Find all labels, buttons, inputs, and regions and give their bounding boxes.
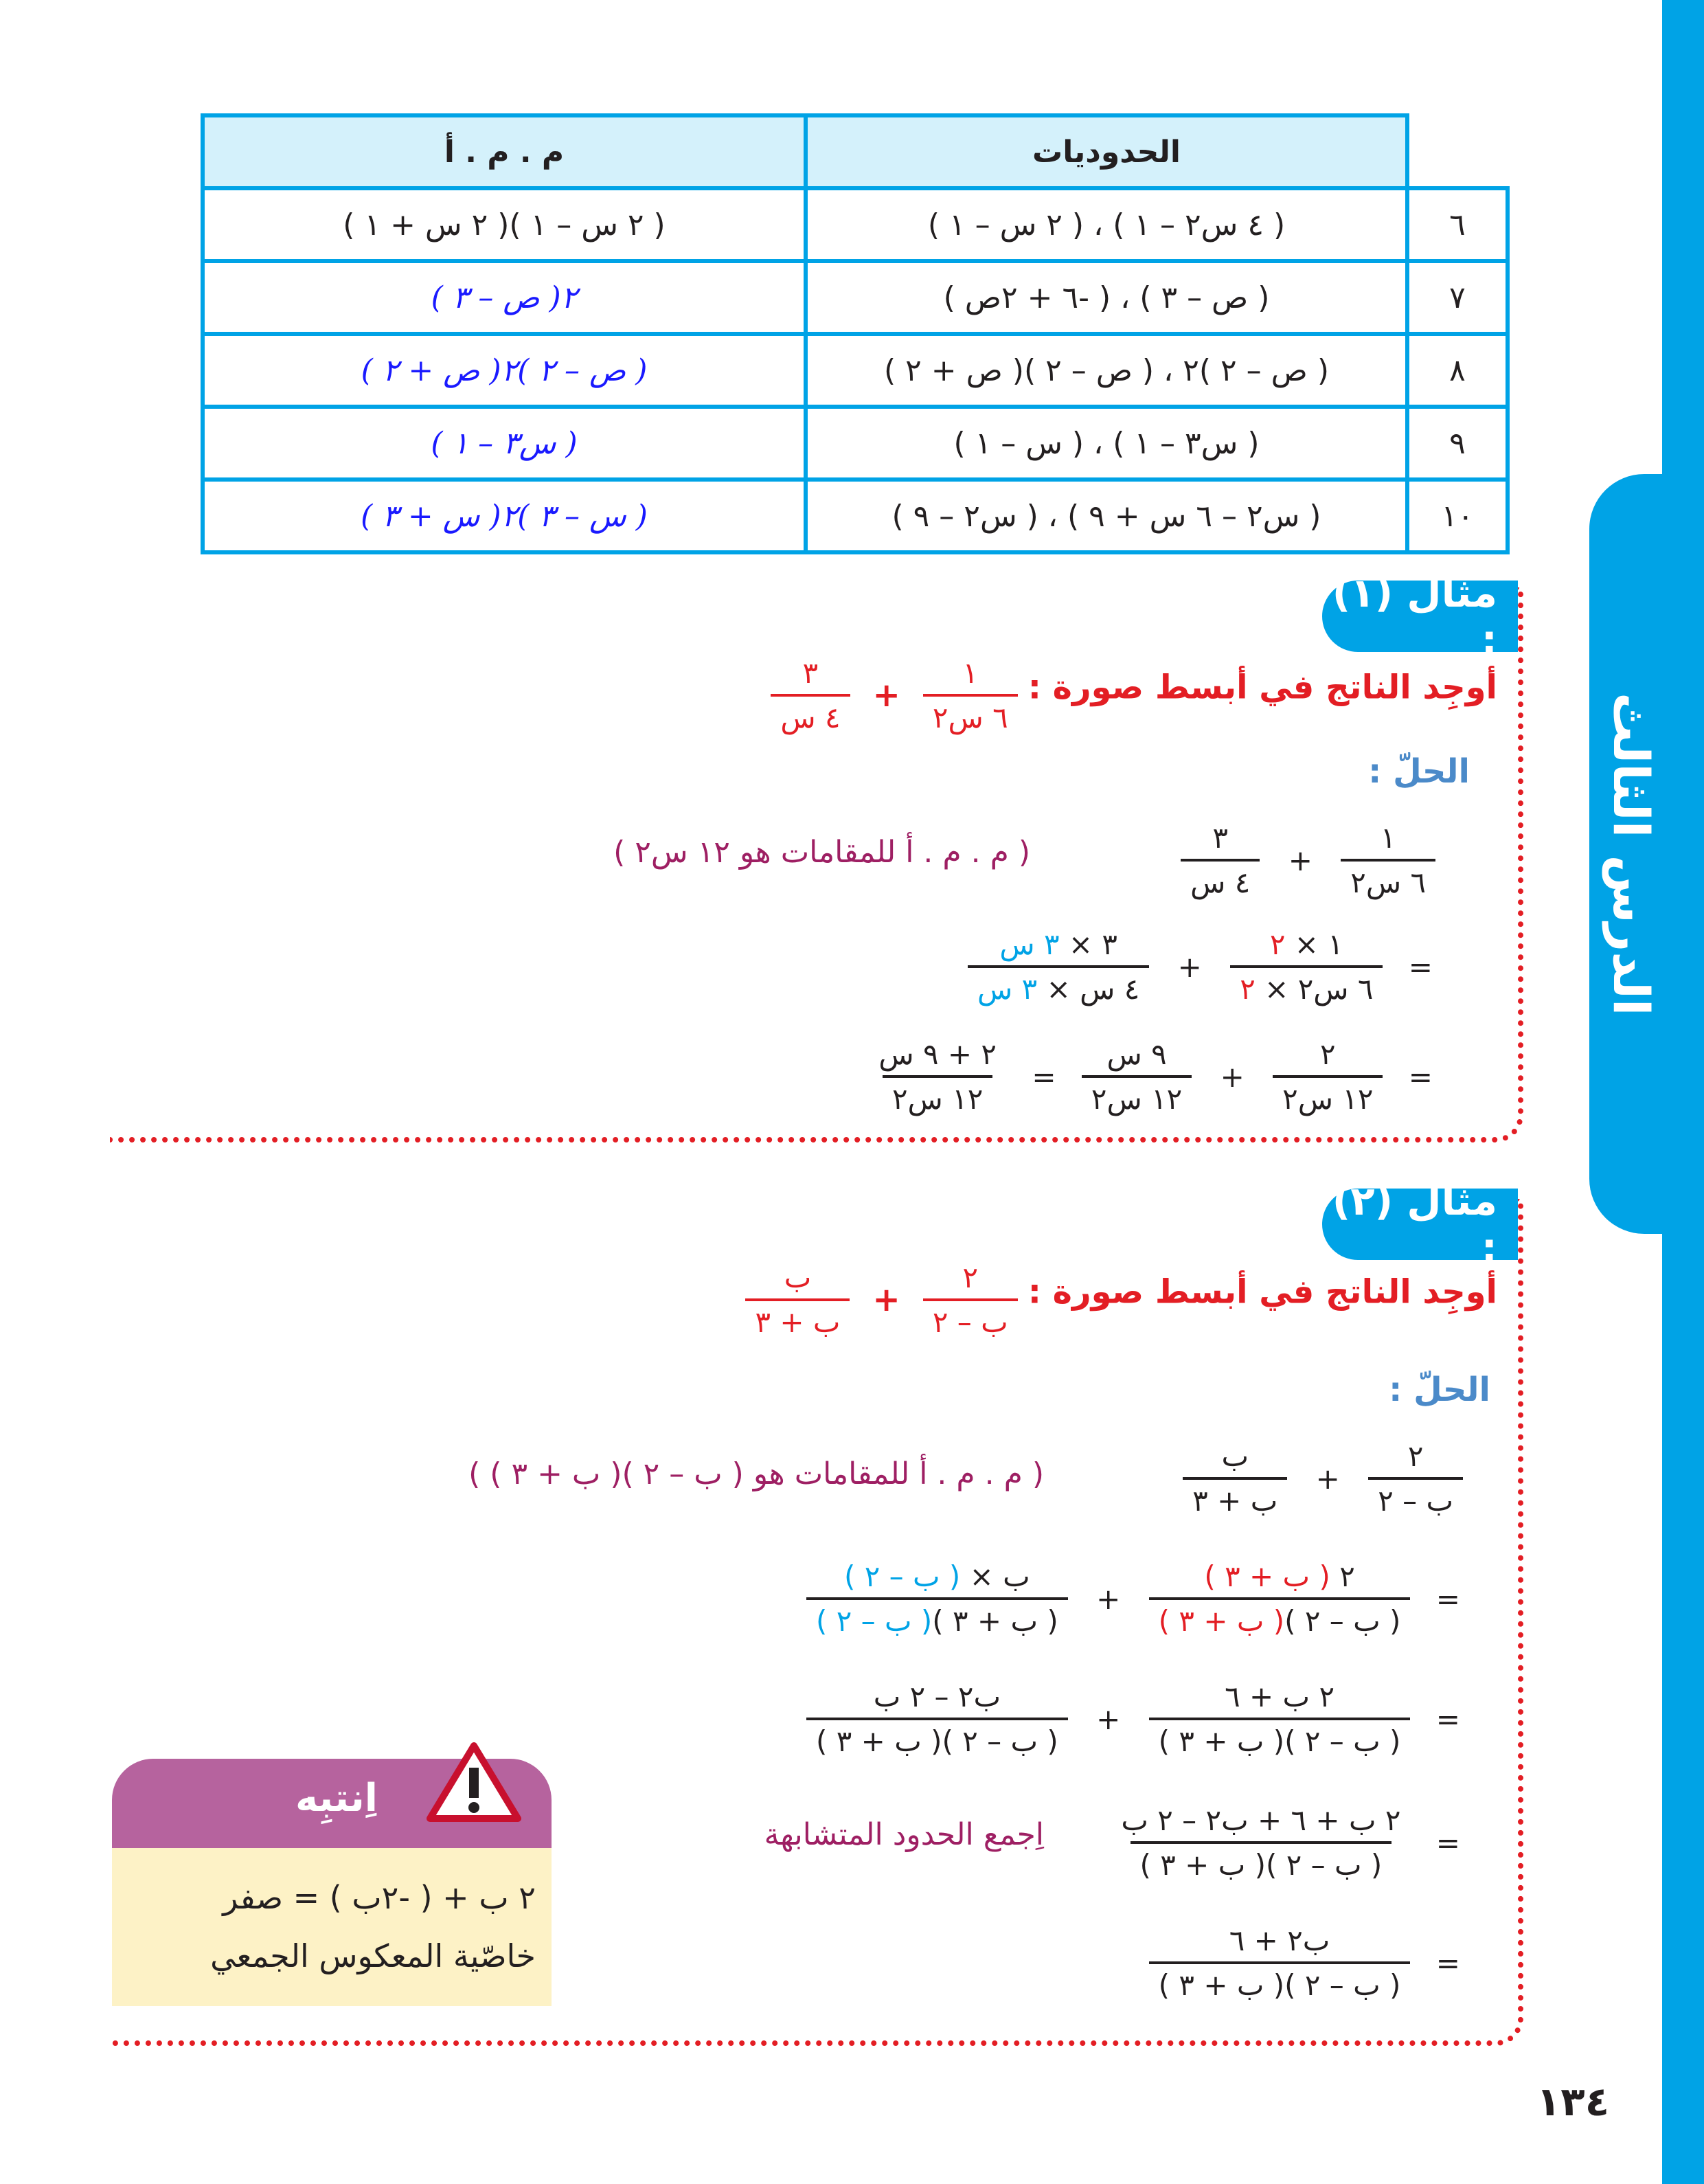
table-header-polynomials: الحدوديات (806, 115, 1407, 188)
equals-sign: = (1032, 1059, 1056, 1094)
page-number: ١٣٤ (1536, 2078, 1610, 2125)
example2-step4-note: اِجمع الحدود المتشابهة (764, 1817, 1044, 1852)
example2-step4 (1030, 1803, 1470, 1882)
table-row-polynomials: ( ص – ٣ ) ، ( -٦ + ٢ص ) (806, 261, 1407, 334)
equals-sign: = (1435, 1825, 1460, 1860)
lesson-side-tab-label: الدرس الثالث (1602, 692, 1660, 1016)
example1-task-fraction-2: $\frac{٣}{\text{٤ س}}$ (771, 656, 850, 734)
plus-sign: + (1220, 1059, 1245, 1094)
example2-step1 (1099, 1439, 1470, 1518)
table-row-lcm-handwritten: ( س٣ – ١ ) (203, 407, 806, 480)
table-row-number: ٨ (1407, 334, 1508, 407)
table-row (203, 334, 1508, 407)
table-header-blank (1407, 115, 1508, 188)
table-row-lcm-handwritten: ( س – ٣ )٢( س + ٣ ) (203, 480, 806, 552)
example2-task-fraction-2: $\frac{\text{ب}}{\text{ب + ٣}}$ (745, 1261, 850, 1339)
example1-task-text: أوجِد الناتج في أبسط صورة : (1027, 668, 1497, 707)
fraction: $\frac{\text{ب × ( ب – ٢ )}}{\text{( ب + ٣ )( ب – ٢ )}}$ (806, 1560, 1068, 1638)
plus-sign: + (1096, 1702, 1121, 1736)
table-row-number: ٧ (1407, 261, 1508, 334)
fraction: $\frac{١ \times ٢}{\text{٦ س٢ × ٢}}$ (1230, 927, 1383, 1006)
example1-lcm-note: ( م . م . أ للمقامات هو ١٢ س٢ ) (613, 835, 1030, 870)
fraction: $\frac{\text{ب٢ – ٢ ب}}{\text{( ب – ٢ )( ب + ٣ )}}$ (806, 1680, 1068, 1758)
table-row-polynomials: ( س٢ – ٦ س + ٩ ) ، ( س٢ – ٩ ) (806, 480, 1407, 552)
fraction: $\frac{\text{٣ × ٣ س}}{\text{٤ س × ٣ س}}$ (968, 927, 1149, 1006)
warning-icon (426, 1742, 522, 1824)
example1-task (687, 656, 1497, 734)
table-row (203, 188, 1508, 261)
table-row-polynomials: ( س٣ – ١ ) ، ( س – ١ ) (806, 407, 1407, 480)
example1-task-fraction-1: $\frac{١}{\text{٦ س٢}}$ (923, 656, 1018, 734)
fraction: $\frac{٢}{\text{ب – ٢}}$ (1368, 1439, 1463, 1518)
equals-sign: = (1408, 1059, 1433, 1094)
lcm-table (201, 113, 1510, 554)
table-row (203, 480, 1508, 552)
example2-task-fraction-1: $\frac{٢}{\text{ب – ٢}}$ (923, 1261, 1018, 1339)
example1-step1 (1030, 821, 1442, 899)
attention-body (112, 1848, 552, 2006)
table-row-number: ٦ (1407, 188, 1508, 261)
attention-line-2: خاصّية المعكوس الجمعي (210, 1937, 536, 1974)
example2-step3 (756, 1680, 1470, 1758)
plus-sign: + (872, 1281, 900, 1319)
fraction: $\frac{٣}{\text{٤ س}}$ (1181, 821, 1260, 899)
example1-step3 (824, 1037, 1442, 1116)
example2-step2 (756, 1560, 1470, 1638)
lesson-side-tab-label-wrap (1587, 474, 1676, 1234)
table-row-lcm: ( ٢ س – ١ )( ٢ س + ١ ) (203, 188, 806, 261)
equals-sign: = (1435, 1702, 1460, 1736)
fraction: $\frac{\text{٩ س}}{\text{١٢ س٢}}$ (1082, 1037, 1192, 1116)
table-row-number: ١٠ (1407, 480, 1508, 552)
equals-sign: = (1408, 949, 1433, 984)
table-row-polynomials: ( ٤ س٢ – ١ ) ، ( ٢ س – ١ ) (806, 188, 1407, 261)
attention-title: اِنتبِه (295, 1776, 378, 1821)
fraction: $\frac{\text{٢ + ٩ س}}{\text{١٢ س٢}}$ (878, 1037, 997, 1116)
plus-sign: + (872, 676, 900, 714)
fraction: $\frac{\text{٢ ( ب + ٣ )}}{\text{( ب – ٢ )( ب + ٣ )}}$ (1149, 1560, 1411, 1638)
example2-title: مثال (٢) : (1322, 1189, 1518, 1260)
example2-step5 (1030, 1924, 1470, 2002)
fraction: $\frac{\text{ب}}{\text{ب + ٣}}$ (1183, 1439, 1287, 1518)
plus-sign: + (1315, 1461, 1340, 1496)
fraction: $\frac{\text{٢ ب + ٦ + ب٢ – ٢ ب}}{\text{( ب – ٢ )( ب + ٣ )}}$ (1121, 1803, 1401, 1882)
example1-step2 (893, 927, 1442, 1006)
fraction: $\frac{٢}{\text{١٢ س٢}}$ (1273, 1037, 1383, 1116)
plus-sign: + (1288, 843, 1313, 877)
attention-line-1: ٢ ب + ( -٢ب ) = صفر (223, 1879, 536, 1916)
table-row-polynomials: ( ص – ٢ )٢ ، ( ص – ٢ )( ص + ٢ ) (806, 334, 1407, 407)
table-header-row (203, 115, 1508, 188)
example1-title: مثال (١) : (1322, 581, 1518, 652)
table-row-lcm-handwritten: ( ص – ٢ )٢( ص + ٢ ) (203, 334, 806, 407)
table-row (203, 261, 1508, 334)
table-header-lcm: م . م . أ (203, 115, 806, 188)
plus-sign: + (1096, 1581, 1121, 1616)
table-row (203, 407, 1508, 480)
fraction: $\frac{\text{٢ ب + ٦}}{\text{( ب – ٢ )( ب + ٣ )}}$ (1149, 1680, 1411, 1758)
example2-task (618, 1261, 1497, 1339)
example2-lcm-note: ( م . م . أ للمقامات هو ( ب – ٢ )( ب + ٣ ) ) (468, 1456, 1044, 1491)
fraction: $\frac{\text{ب٢ + ٦}}{\text{( ب – ٢ )( ب + ٣ )}}$ (1149, 1924, 1411, 2002)
table-row-number: ٩ (1407, 407, 1508, 480)
equals-sign: = (1435, 1946, 1460, 1980)
fraction: $\frac{١}{\text{٦ س٢}}$ (1341, 821, 1435, 899)
plus-sign: + (1177, 949, 1202, 984)
equals-sign: = (1435, 1581, 1460, 1616)
example1-solution-label: الحلّ : (1368, 752, 1470, 791)
table-row-lcm-handwritten: ٢( ص – ٣ ) (203, 261, 806, 334)
example2-task-text: أوجِد الناتج في أبسط صورة : (1027, 1272, 1497, 1311)
example2-solution-label: الحلّ : (1389, 1371, 1490, 1409)
